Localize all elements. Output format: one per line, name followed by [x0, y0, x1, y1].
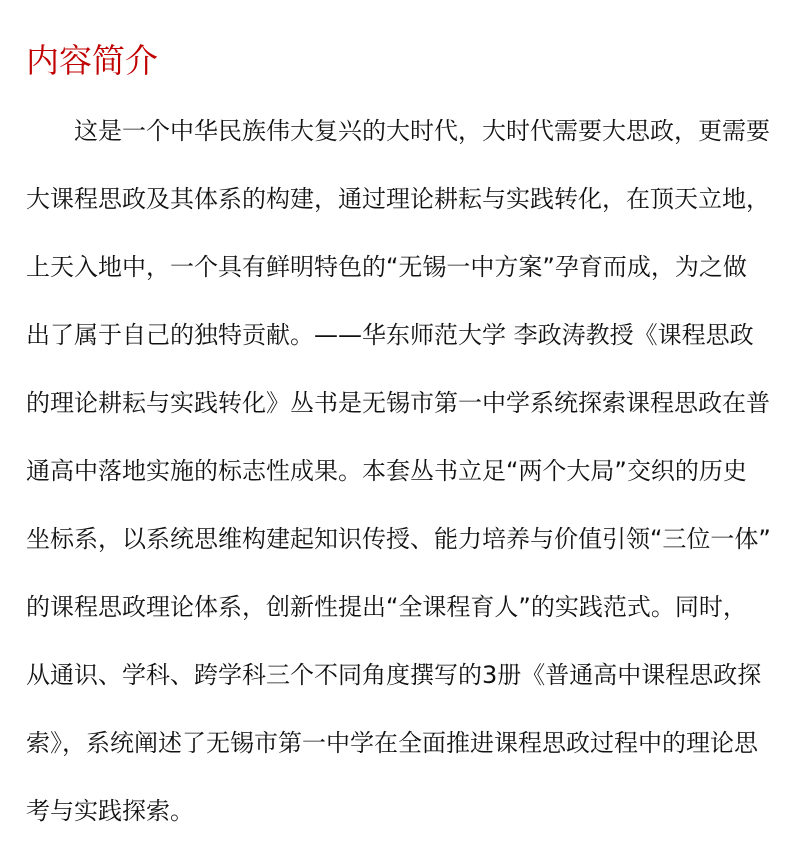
paragraph-line: 的理论耕耘与实践转化》丛书是无锡市第一中学系统探索课程思政在普 [26, 389, 770, 417]
paragraph-line: 出了属于自己的独特贡献。——华东师范大学 李政涛教授《课程思政 [26, 321, 754, 349]
paragraph-line: 这是一个中华民族伟大复兴的大时代，大时代需要大思政，更需要 [74, 117, 770, 145]
paragraph-line: 大课程思政及其体系的构建，通过理论耕耘与实践转化，在顶天立地， [26, 185, 770, 213]
paragraph-line: 上天入地中，一个具有鲜明特色的“无锡一中方案”孕育而成，为之做 [26, 253, 747, 281]
paragraph-line: 考与实践探索。 [26, 797, 194, 825]
paragraph-line: 坐标系，以系统思维构建起知识传授、能力培养与价值引领“三位一体” [26, 525, 771, 553]
paragraph-line: 索》，系统阐述了无锡市第一中学在全面推进课程思政过程中的理论思 [26, 729, 758, 757]
paragraph-line: 通高中落地实施的标志性成果。本套丛书立足“两个大局”交织的历史 [26, 457, 747, 485]
paragraph-line: 从通识、学科、跨学科三个不同角度撰写的3册《普通高中课程思政探 [26, 661, 762, 689]
section-heading: 内容简介 [26, 41, 158, 80]
summary-paragraph [26, 104, 771, 852]
paragraph-line: 的课程思政理论体系，创新性提出“全课程育人”的实践范式。同时， [26, 593, 747, 621]
